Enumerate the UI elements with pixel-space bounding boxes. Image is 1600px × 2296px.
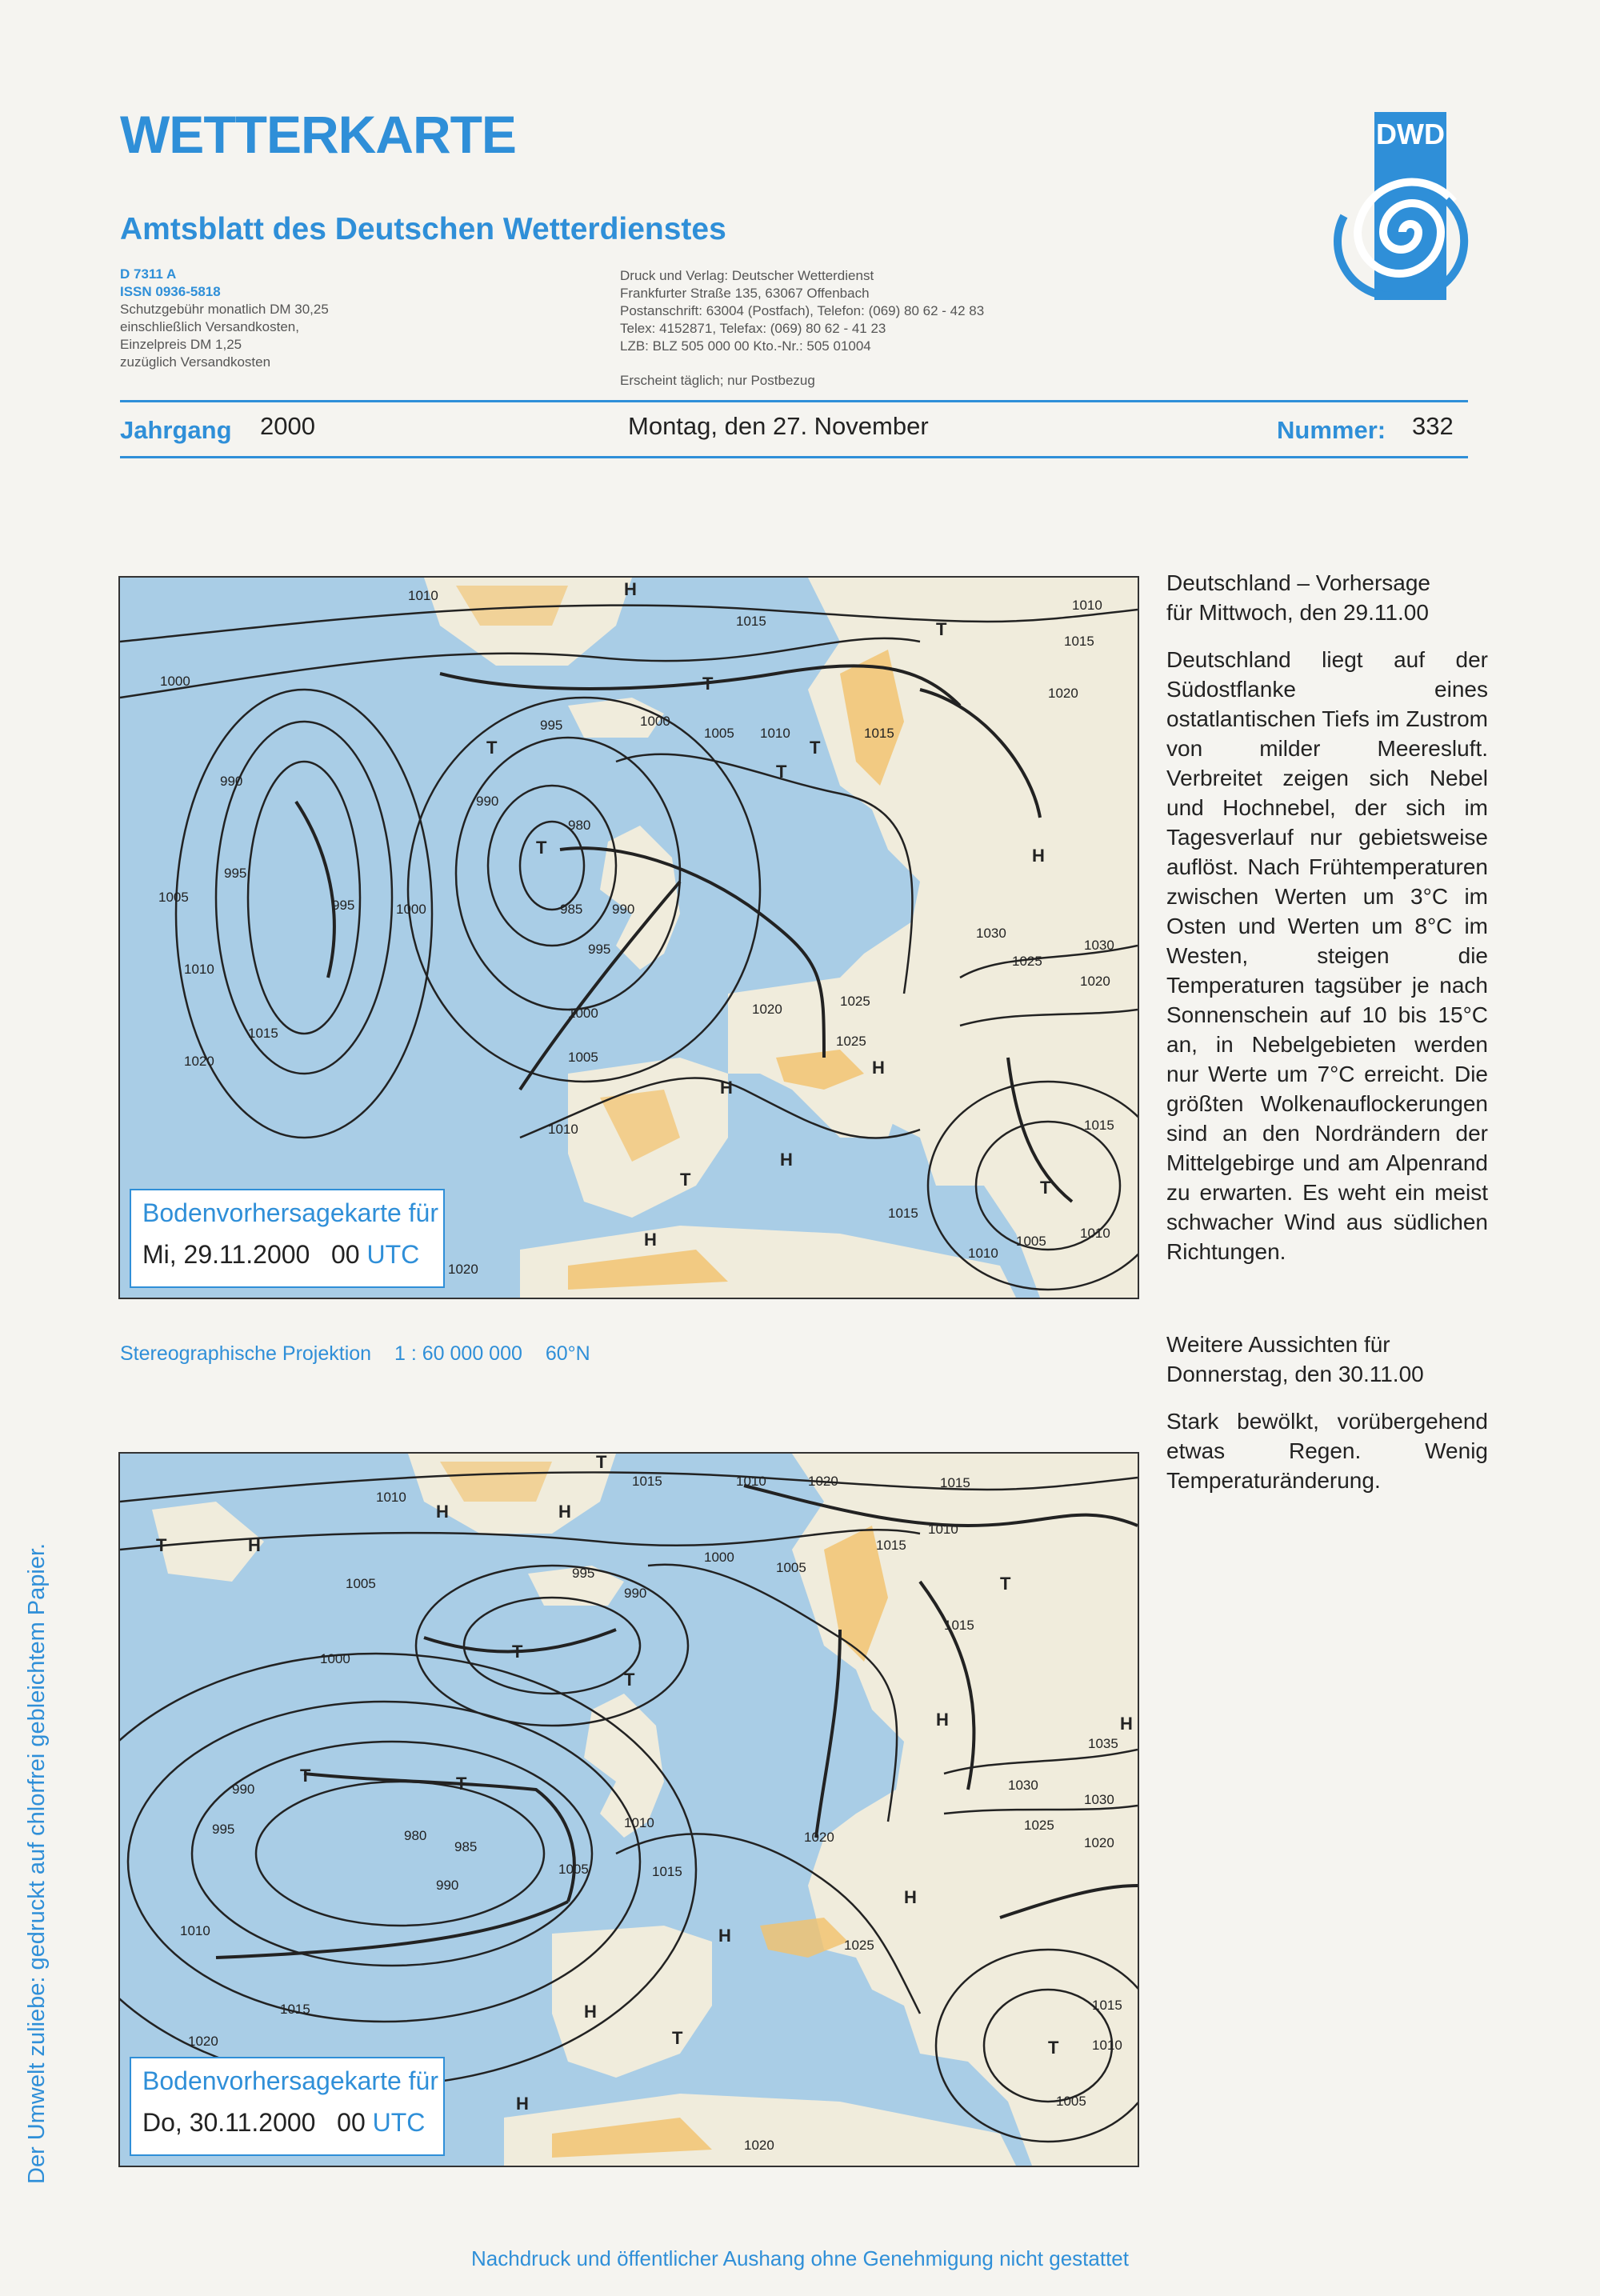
publisher-line: LZB: BLZ 505 000 00 Kto.-Nr.: 505 01004 [620,338,871,354]
map-caption [130,1189,445,1288]
isobar-label: 990 [612,902,635,917]
isobar-label: 1015 [280,2002,310,2017]
pressure-center-low: T [156,1535,167,1555]
publisher-line: Druck und Verlag: Deutscher Wetterdienst [620,268,874,283]
isobar-label: 1000 [568,1006,598,1021]
pressure-center-high: H [936,1710,949,1730]
isobar-label: 980 [404,1828,427,1843]
header-rule-bottom [120,456,1468,458]
isobar-label: 1010 [184,962,214,977]
isobar-label: 995 [224,866,247,881]
isobar-label: 1005 [568,1050,598,1065]
isobar-label: 1020 [188,2034,218,2049]
fee-line: zuzüglich Versandkosten [120,354,271,370]
pressure-center-low: T [624,1670,635,1690]
dwd-logo-text: DWD [1376,118,1445,150]
pressure-center-high: H [516,2094,529,2114]
header-rule-top [120,400,1468,402]
isobar-label: 1020 [448,1262,478,1277]
isobar-label: 1010 [1080,1226,1110,1241]
isobar-label: 1030 [1084,1792,1114,1807]
pressure-center-high: H [718,1926,731,1946]
projection-note [120,1342,608,1366]
pressure-center-high: H [872,1058,885,1078]
forecast-body: Deutschland liegt auf der Südostflanke eines ostatlantischen Tiefs im Zustrom von milder Meeresluft. Verbreitet zeigen sich Nebel und Hochnebel, der sich im Tagesverlauf nur gebietsweise auflöst. Nach Frühtemperaturen zwischen Werten um 3°C im Osten und Werten um 8°C im Westen, steigen die Temperaturen tagsüber je nach Sonnenschein auf 10 bis 15°C an, in Nebelgebieten werden nur Werte um 7°C erreicht. Die größten Wolkenauflockerungen sind an den Nordrändern der Mittelgebirge und am Alpenrand zu erwarten. Es weht ein meist schwacher Wind aus südlichen Richtungen. [1166,647,1488,1264]
isobar-label: 1035 [1088,1736,1118,1751]
pressure-center-high: H [558,1502,571,1522]
isobar-label: 1010 [1072,598,1102,613]
pressure-center-low: T [936,619,947,639]
isobar-label: 1030 [1008,1778,1038,1793]
isobar-label: 1010 [548,1122,578,1137]
copyright-footer: Nachdruck und öffentlicher Aushang ohne Genehmigung nicht gestattet [471,2246,1129,2270]
map-caption-validity [142,2108,425,2138]
outlook-text [1166,1330,1488,1513]
isobar-label: 1000 [160,674,190,689]
isobar-label: 1010 [624,1815,654,1830]
pressure-center-high: H [644,1230,657,1250]
isobar-label: 1025 [844,1938,874,1953]
pressure-center-low: T [702,674,714,694]
isobar-label: 995 [332,898,355,913]
isobar-label: 995 [588,942,611,957]
isobar-label: 1020 [1084,1835,1114,1850]
isobar-label: 990 [476,794,499,809]
publication-info-left [120,266,329,371]
publisher-line: Telex: 4152871, Telefax: (069) 80 62 - 41 23 [620,321,886,336]
pressure-center-high: H [1120,1714,1133,1734]
projection-latitude: 60°N [545,1342,590,1365]
map-caption-validity [142,1240,419,1270]
fee-line: einschließlich Versandkosten, [120,319,299,334]
publication-issn: ISSN 0936-5818 [120,284,221,299]
isobar-label: 990 [220,774,243,789]
isobar-label: 990 [624,1586,647,1601]
forecast-heading-line2: für Mittwoch, den 29.11.00 [1166,600,1429,625]
isobar-label: 1015 [1084,1118,1114,1133]
isobar-label: 1020 [1080,974,1110,989]
pressure-center-high: H [720,1078,733,1098]
map-caption [130,2057,445,2156]
nummer-value: 332 [1412,412,1454,440]
isobar-label: 1020 [752,1002,782,1017]
isobar-label: 1000 [320,1651,350,1666]
map-caption-title: Bodenvorhersagekarte für [142,2066,438,2095]
isobar-label: 995 [212,1822,235,1837]
isobar-label: 1025 [1012,954,1042,969]
isobar-label: 1005 [776,1560,806,1575]
dwd-logo [1312,112,1480,312]
page-subtitle: Amtsblatt des Deutschen Wetterdienstes [120,212,726,246]
page-title: WETTERKARTE [120,105,516,164]
isobar-label: 1020 [804,1830,834,1845]
isobar-label: 1000 [704,1550,734,1565]
fee-line: Schutzgebühr monatlich DM 30,25 [120,302,329,317]
publisher-line: Postanschrift: 63004 (Postfach), Telefon: (069) 80 62 - 42 83 [620,303,985,318]
fee-line: Einzelpreis DM 1,25 [120,337,242,352]
isobar-label: 990 [232,1782,255,1797]
isobar-label: 1015 [1092,1998,1122,2013]
isobar-label: 1000 [640,714,670,729]
isobar-label: 1030 [976,926,1006,941]
isobar-label: 1015 [876,1538,906,1553]
isobar-label: 1010 [1092,2038,1122,2053]
outlook-heading-line1: Weitere Aussichten für [1166,1332,1390,1357]
isobar-label: 1020 [744,2138,774,2153]
isobar-label: 1005 [158,890,189,905]
pressure-center-low: T [1048,2038,1059,2058]
pressure-center-high: H [624,579,637,599]
pressure-center-low: T [1040,1178,1051,1198]
publication-frequency: Erscheint täglich; nur Postbezug [620,373,815,388]
pressure-center-low: T [776,762,787,782]
isobar-label: 1030 [1084,938,1114,953]
isobar-label: 1025 [836,1034,866,1049]
isobar-label: 1025 [840,994,870,1009]
isobar-label: 1000 [396,902,426,917]
isobar-label: 1020 [808,1474,838,1489]
isobar-label: 1010 [180,1923,210,1938]
pressure-center-low: T [596,1454,607,1472]
isobar-label: 1015 [248,1026,278,1041]
isobar-label: 1010 [928,1522,958,1537]
isobar-label: 980 [568,818,591,833]
isobar-label: 1015 [940,1475,970,1490]
isobar-label: 1010 [408,588,438,603]
isobar-label: 1010 [968,1246,998,1261]
isobar-label: 1005 [704,726,734,741]
pressure-center-low: T [486,738,498,758]
jahrgang-label: Jahrgang [120,416,232,444]
pressure-center-low: T [810,738,821,758]
forecast-heading [1166,568,1488,627]
map-caption-utc: UTC [366,1240,420,1269]
isobar-label: 1005 [1016,1234,1046,1249]
pressure-center-high: H [248,1535,261,1555]
forecast-heading-line1: Deutschland – Vorhersage [1166,570,1430,595]
isobar-label: 1015 [736,614,766,629]
isobar-label: 990 [436,1878,459,1893]
isobar-label: 995 [540,718,563,733]
pressure-center-low: T [1000,1574,1011,1594]
forecast-map-wednesday [118,576,1139,1299]
land-iberia [552,1926,712,2078]
isobar-label: 1005 [1056,2094,1086,2109]
publication-info-right [620,267,984,355]
projection-scale: 1 : 60 000 000 [394,1342,522,1365]
map-caption-date: Mi, 29.11.2000 [142,1240,310,1269]
isobar-label: 1015 [632,1474,662,1489]
publication-code: D 7311 A [120,266,177,282]
publisher-line: Frankfurter Straße 135, 63067 Offenbach [620,286,870,301]
isobar-label: 1015 [864,726,894,741]
map-caption-time: 00 [331,1240,360,1269]
isobar-label: 1015 [944,1618,974,1633]
issue-date: Montag, den 27. November [628,412,929,440]
pressure-center-low: T [672,2028,683,2048]
outlook-body: Stark bewölkt, vorübergehend etwas Regen. Wenig Temperaturänderung. [1166,1409,1488,1493]
pressure-center-high: H [584,2002,597,2022]
environment-note: Der Umwelt zuliebe: gedruckt auf chlorfrei gebleichtem Papier. [24,1542,50,2184]
pressure-center-low: T [536,838,547,858]
isobar-label: 1005 [558,1862,589,1877]
pressure-center-low: T [456,1774,467,1794]
map-caption-title: Bodenvorhersagekarte für [142,1198,438,1227]
isobar-label: 985 [454,1839,478,1854]
isobar-label: 995 [572,1566,595,1581]
pressure-center-low: T [680,1170,691,1190]
isobar-label: 1015 [888,1206,918,1221]
isobar-label: 1025 [1024,1818,1054,1833]
isobar-label: 1010 [376,1490,406,1505]
isobar-label: 985 [560,902,583,917]
jahrgang-value: 2000 [260,412,315,440]
pressure-center-high: H [436,1502,449,1522]
isobar-label: 1005 [346,1576,376,1591]
isobar-label: 1015 [652,1864,682,1879]
isobar-label: 1020 [1048,686,1078,701]
isobar-label: 1010 [736,1474,766,1489]
pressure-center-high: H [1032,846,1045,866]
pressure-center-low: T [512,1642,523,1662]
map-caption-utc: UTC [372,2108,426,2137]
map-caption-date: Do, 30.11.2000 [142,2108,316,2137]
map-caption-time: 00 [337,2108,366,2137]
nummer-label: Nummer: [1277,416,1386,444]
projection-name: Stereographische Projektion [120,1342,372,1365]
isobar-label: 1010 [760,726,790,741]
outlook-heading [1166,1330,1488,1389]
isobar-label: 1020 [184,1054,214,1069]
pressure-center-high: H [904,1887,917,1907]
isobar-label: 1015 [1064,634,1094,649]
forecast-map-thursday [118,1452,1139,2167]
pressure-center-low: T [300,1766,311,1786]
outlook-heading-line2: Donnerstag, den 30.11.00 [1166,1362,1424,1386]
pressure-center-high: H [780,1150,793,1170]
forecast-text [1166,568,1488,1284]
